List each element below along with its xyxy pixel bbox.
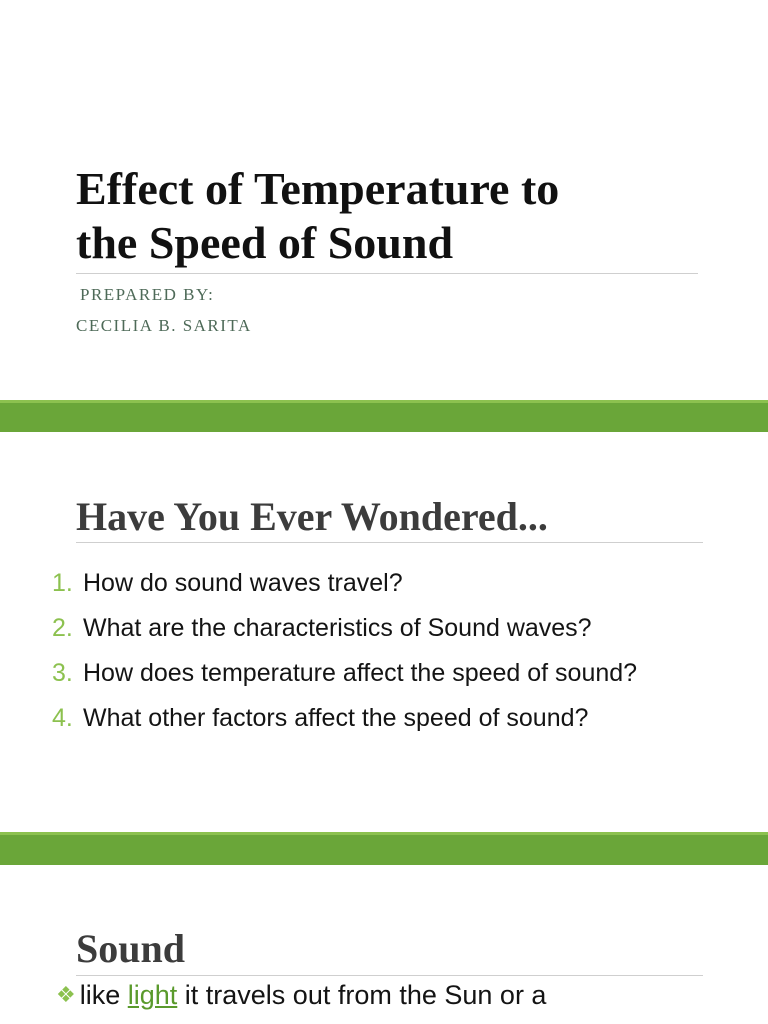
title-slide [0,0,768,400]
list-number: 4. [52,704,73,732]
prepared-by-label: PREPARED BY: [80,285,215,304]
heading-divider [76,975,703,976]
heading-divider [76,542,703,543]
slide-title [76,162,716,270]
title-line-1: Effect of Temperature to [76,163,560,214]
list-item [52,656,732,691]
list-item [52,566,732,601]
list-item-text: How does temperature affect the speed of sound? [83,659,638,687]
slide-separator-bar [0,832,768,865]
list-item-text: What other factors affect the speed of sound? [83,704,589,732]
questions-slide [0,432,768,832]
bullet-text-start: like [79,980,128,1010]
bullet-point [56,977,756,1013]
title-line-2: the Speed of Sound [76,217,454,268]
slide-heading: Have You Ever Wondered... [76,494,548,539]
bullet-text-end: it travels out from the Sun or a [177,980,547,1010]
list-number: 1. [52,569,73,597]
list-number: 2. [52,614,73,642]
list-item-text: How do sound waves travel? [83,569,403,597]
question-list [52,566,732,746]
list-item-text: What are the characteristics of Sound waves? [83,614,592,642]
slide-separator-bar [0,400,768,432]
sound-slide [0,865,768,1024]
slide-heading: Sound [76,926,185,971]
diamond-bullet-icon: ❖ [56,982,76,1007]
title-divider [76,273,698,274]
light-link[interactable]: light [127,980,178,1010]
list-item [52,611,732,646]
author-name: CECILIA B. SARITA [76,316,252,335]
list-item [52,701,732,736]
list-number: 3. [52,659,73,687]
